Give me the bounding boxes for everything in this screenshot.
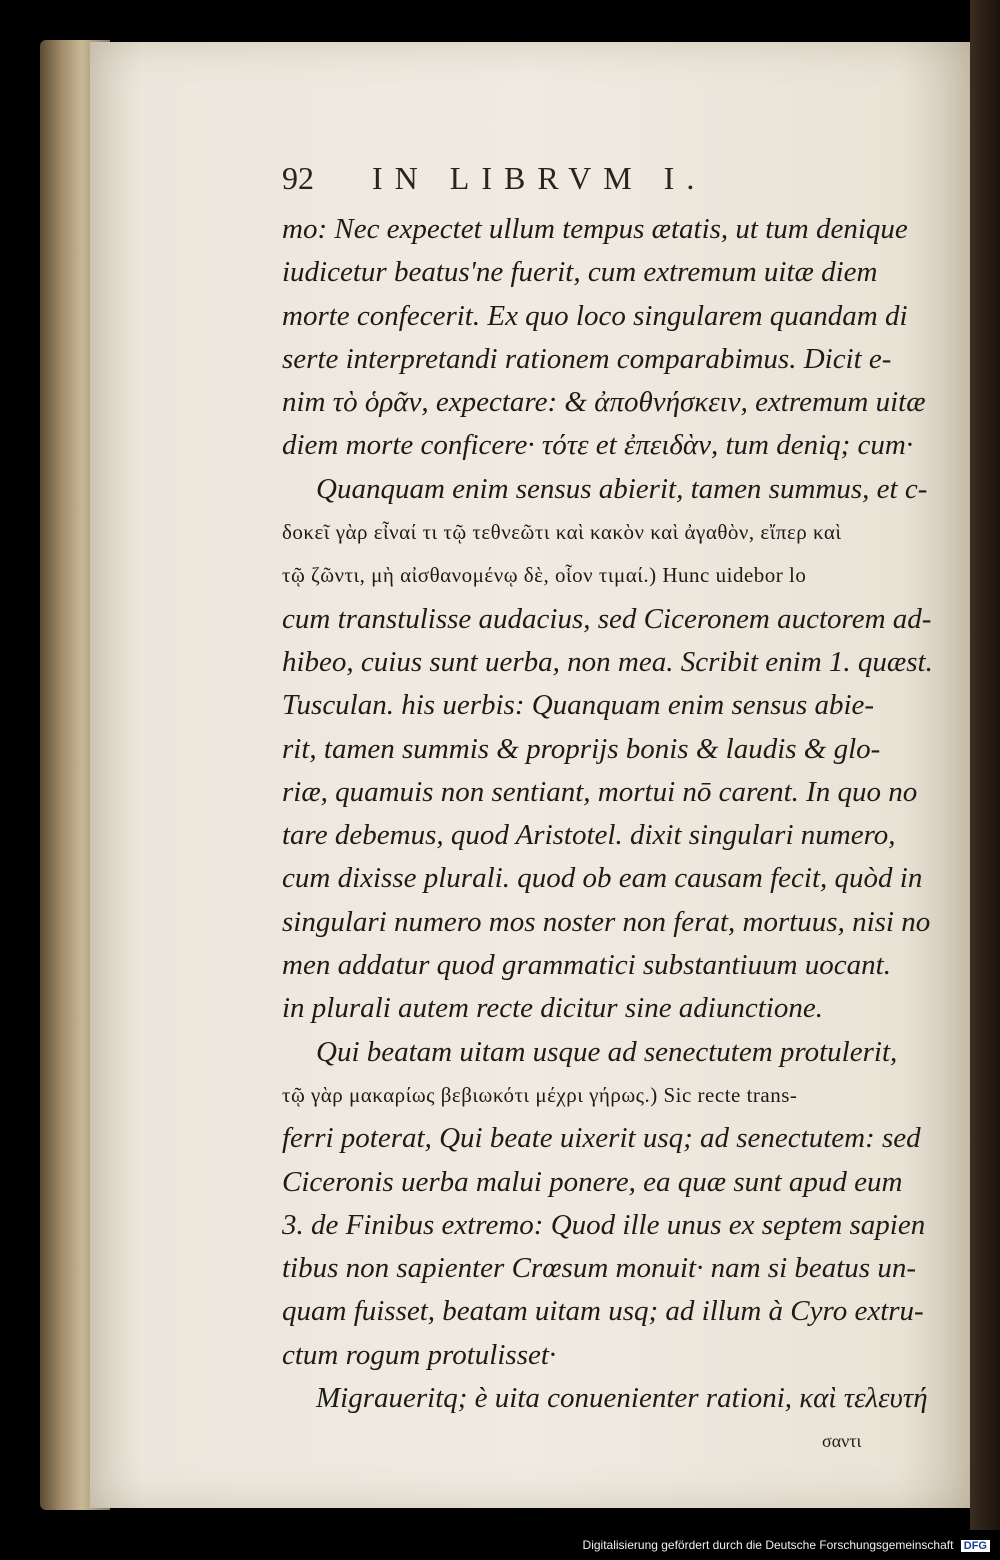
- text-line: quam fuisset, beatam uitam usq; ad illum à Cyro extru-: [282, 1295, 924, 1328]
- text-line: rit, tamen summis & proprijs bonis & laudis & glo-: [282, 732, 881, 765]
- running-head: IN LIBRVM I.: [372, 160, 707, 196]
- text-line: ctum rogum protulisset·: [282, 1338, 557, 1371]
- text-line: riæ, quamuis non sentiant, mortui nō carent. In quo no: [282, 775, 918, 808]
- greek-quote-line: τῷ ζῶντι, μὴ αἰσθανομένῳ δὲ, οἷον τιμαί.) Hunc uidebor lo: [282, 563, 807, 588]
- catchword: σαντι: [822, 1431, 862, 1452]
- body-text: [282, 208, 942, 1464]
- text-line: 3. de Finibus extremo: Quod ille unus ex septem sapien: [282, 1208, 926, 1241]
- text-line: in plurali autem recte dicitur sine adiunctione.: [282, 992, 823, 1025]
- text-line: tare debemus, quod Aristotel. dixit singulari numero,: [282, 819, 896, 852]
- greek-quote-line: δοκεῖ γὰρ εἶναί τι τῷ τεθνεῶτι καὶ κακὸν καὶ ἀγαθὸν, εἴπερ καὶ: [282, 520, 842, 545]
- text-line: hibeo, cuius sunt uerba, non mea. Scribit enim 1. quæst.: [282, 645, 933, 678]
- text-line: cum dixisse plurali. quod ob eam causam fecit, quòd in: [282, 862, 923, 895]
- text-line: morte confecerit. Ex quo loco singularem quandam di: [282, 299, 908, 332]
- text-line: Qui beatam uitam usque ad senectutem protulerit,: [316, 1035, 898, 1068]
- text-line: tibus non sapienter Crœsum monuit· nam si beatus un-: [282, 1252, 916, 1285]
- text-line: cum transtulisse audacius, sed Ciceronem auctorem ad-: [282, 602, 932, 635]
- page-number: 92: [282, 160, 314, 196]
- text-line: serte interpretandi rationem comparabimus. Dicit e-: [282, 342, 892, 375]
- text-line: mo: Nec expectet ullum tempus ætatis, ut tum denique: [282, 213, 908, 245]
- text-line: ferri poterat, Qui beate uixerit usq; ad senectutem: sed: [282, 1122, 921, 1155]
- text-line: Quanquam enim sensus abierit, tamen summus, et c-: [316, 472, 928, 505]
- text-line: iudicetur beatus'ne fuerit, cum extremum uitæ diem: [282, 256, 878, 289]
- greek-quote-line: τῷ γὰρ μακαρίως βεβιωκότι μέχρι γήρως.) Sic recte trans-: [282, 1082, 798, 1107]
- text-line: nim τὸ ὁρᾶν, expectare: & ἀποθνήσκειν, extremum uitæ: [282, 386, 926, 419]
- page-header: [282, 160, 822, 200]
- text-line: men addatur quod grammatici substantiuum uocant.: [282, 949, 891, 982]
- dfg-logo: DFG: [961, 1540, 990, 1552]
- text-line: Tusculan. his uerbis: Quanquam enim sensus abie-: [282, 689, 875, 722]
- text-line: Migraueritq; è uita conuenienter rationi, καὶ τελευτή: [316, 1382, 928, 1415]
- credit-text: Digitalisierung gefördert durch die Deutsche Forschungsgemeinschaft: [582, 1538, 954, 1552]
- text-line: Ciceronis uerba malui ponere, ea quæ sunt apud eum: [282, 1165, 903, 1198]
- book-cover-edge: [970, 0, 1000, 1530]
- digitization-credit: [0, 1538, 990, 1552]
- text-line: singulari numero mos noster non ferat, mortuus, nisi no: [282, 905, 931, 938]
- text-line: diem morte conficere· τότε et ἐπειδὰν, tum deniq; cum·: [282, 429, 914, 462]
